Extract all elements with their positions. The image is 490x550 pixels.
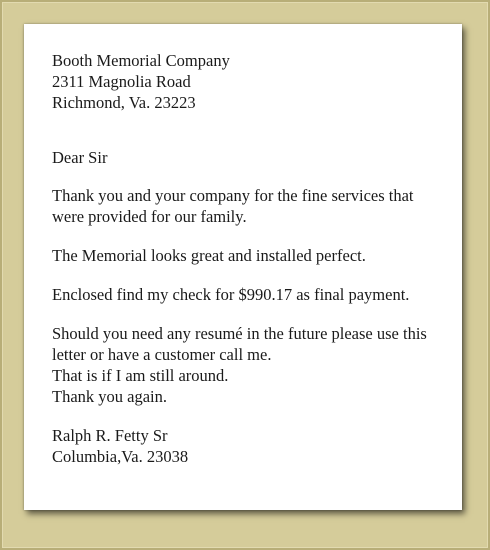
letter-body — [52, 50, 452, 467]
paragraph-memorial — [52, 245, 452, 266]
paragraph-line: Enclosed find my check for $990.17 as final payment. — [52, 285, 410, 304]
signer-name: Ralph R. Fetty Sr — [52, 426, 168, 445]
paragraph-thanks — [52, 185, 452, 227]
signature-block — [52, 425, 452, 467]
recipient-name: Booth Memorial Company — [52, 51, 230, 70]
salutation: Dear Sir — [52, 148, 108, 167]
paragraph-line: That is if I am still around. — [52, 366, 229, 385]
signer-city: Columbia,Va. 23038 — [52, 447, 189, 466]
paragraph-line: The Memorial looks great and installed perfect. — [52, 246, 366, 265]
paragraph-line: Should you need any resumé in the future please use this — [52, 324, 427, 343]
paragraph-line: Thank you again. — [52, 387, 168, 406]
recipient-street: 2311 Magnolia Road — [52, 72, 191, 91]
recipient-city: Richmond, Va. 23223 — [52, 93, 196, 112]
paragraph-line: Thank you and your company for the fine services that — [52, 186, 414, 205]
paragraph-line: letter or have a customer call me. — [52, 345, 272, 364]
letter-page — [24, 24, 462, 510]
paragraph-line: were provided for our family. — [52, 207, 247, 226]
paragraph-payment — [52, 284, 452, 305]
paragraph-referral — [52, 323, 452, 407]
recipient-address — [52, 50, 452, 113]
